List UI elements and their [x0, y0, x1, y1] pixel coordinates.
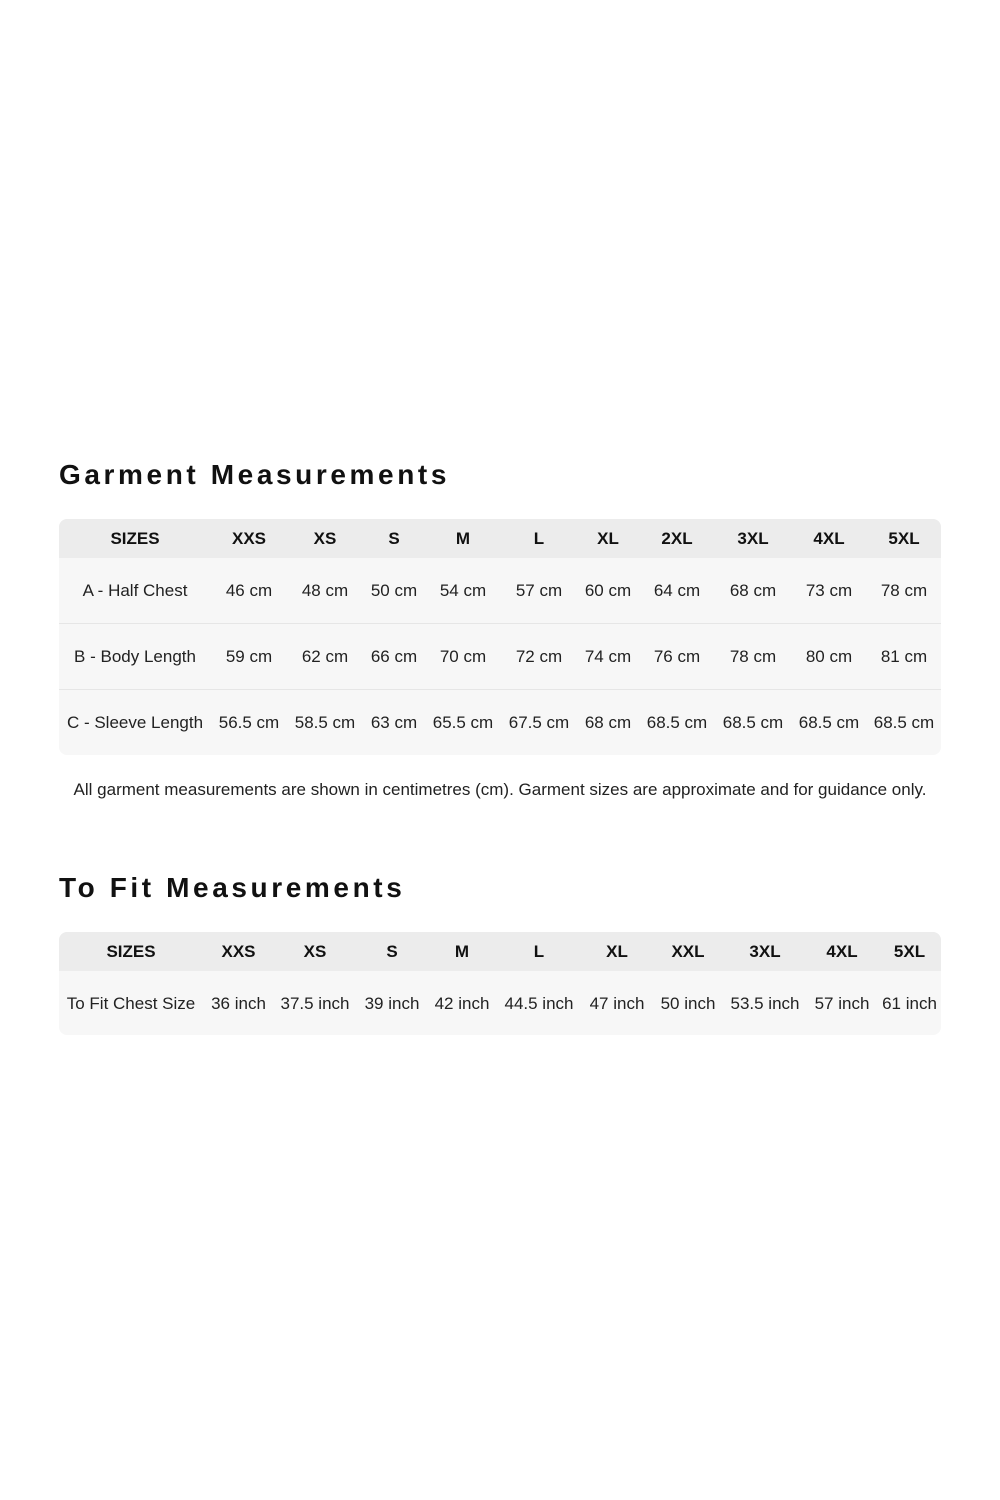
table-cell: 50 inch	[660, 993, 716, 1013]
row-label: B - Body Length	[59, 624, 211, 690]
row-label: To Fit Chest Size	[66, 993, 196, 1013]
table-cell: 73 cm	[805, 581, 853, 600]
header-cell-size: XL	[577, 519, 639, 558]
table-cell: 58.5 cm	[287, 690, 363, 756]
header-cell-size: XS	[274, 932, 356, 971]
garment-measurements-note: All garment measurements are shown in centimetres (cm). Garment sizes are approximate and for guidance only.	[73, 780, 927, 799]
table-cell: 48 cm	[301, 581, 349, 600]
size-header-row	[59, 932, 941, 971]
table-cell: 76 cm	[639, 624, 715, 690]
table-cell: 37.5 inch	[280, 993, 350, 1013]
table-cell: 67.5 cm	[501, 690, 577, 756]
table-cell: 68 cm	[577, 690, 639, 756]
table-cell: 80 cm	[791, 624, 867, 690]
header-cell-sizes: SIZES	[59, 932, 203, 971]
table-cell: 36 inch	[211, 993, 266, 1013]
table-cell: 72 cm	[501, 624, 577, 690]
table-cell: 56.5 cm	[211, 690, 287, 756]
table-cell: 78 cm	[880, 581, 928, 600]
garment-measurements-table-container	[59, 519, 941, 755]
table-cell: 53.5 inch	[730, 993, 800, 1013]
table-row-half-chest	[59, 558, 941, 624]
table-cell: 60 cm	[584, 581, 632, 600]
garment-measurements-table	[59, 519, 941, 755]
table-cell: 59 cm	[211, 624, 287, 690]
header-cell-size: M	[428, 932, 496, 971]
table-cell: 63 cm	[363, 690, 425, 756]
header-cell-size: 3XL	[724, 932, 806, 971]
table-cell: 50 cm	[370, 581, 418, 600]
header-cell-sizes: SIZES	[59, 519, 211, 558]
header-cell-size: 4XL	[806, 932, 878, 971]
to-fit-measurements-table	[59, 932, 941, 1035]
header-cell-size: XXS	[203, 932, 274, 971]
table-cell: 57 cm	[515, 581, 563, 600]
header-cell-size: L	[501, 519, 577, 558]
table-cell: 68.5 cm	[715, 690, 791, 756]
header-cell-size: S	[363, 519, 425, 558]
header-cell-size: S	[356, 932, 428, 971]
table-cell: 44.5 inch	[504, 993, 574, 1013]
table-cell: 74 cm	[577, 624, 639, 690]
table-cell: 46 cm	[225, 581, 273, 600]
header-cell-size: 3XL	[715, 519, 791, 558]
table-cell: 65.5 cm	[425, 690, 501, 756]
table-cell: 68.5 cm	[867, 690, 941, 756]
table-cell: 62 cm	[287, 624, 363, 690]
header-cell-size: XL	[582, 932, 652, 971]
header-cell-size: 4XL	[791, 519, 867, 558]
row-label: C - Sleeve Length	[59, 690, 211, 756]
to-fit-measurements-title: To Fit Measurements	[59, 872, 406, 903]
header-cell-size: XXL	[652, 932, 724, 971]
header-cell-size: XXS	[211, 519, 287, 558]
table-cell: 39 inch	[364, 993, 420, 1013]
table-cell: 70 cm	[425, 624, 501, 690]
table-cell: 47 inch	[589, 993, 645, 1013]
table-cell: 61 inch	[882, 993, 937, 1013]
garment-measurements-title: Garment Measurements	[59, 459, 451, 490]
header-cell-size: 5XL	[867, 519, 941, 558]
table-cell: 68.5 cm	[791, 690, 867, 756]
table-cell: 57 inch	[814, 993, 870, 1013]
table-cell: 66 cm	[363, 624, 425, 690]
table-cell: 68 cm	[729, 581, 777, 600]
table-cell: 78 cm	[715, 624, 791, 690]
header-cell-size: L	[496, 932, 582, 971]
to-fit-measurements-table-container	[59, 932, 941, 1035]
table-cell: 81 cm	[867, 624, 941, 690]
row-label: A - Half Chest	[82, 581, 188, 600]
table-row-sleeve-length	[59, 690, 941, 756]
header-cell-size: 2XL	[639, 519, 715, 558]
table-cell: 68.5 cm	[639, 690, 715, 756]
table-cell: 54 cm	[439, 581, 487, 600]
table-cell: 42 inch	[434, 993, 490, 1013]
header-cell-size: XS	[287, 519, 363, 558]
header-cell-size: M	[425, 519, 501, 558]
header-cell-size: 5XL	[878, 932, 941, 971]
size-header-row	[59, 519, 941, 558]
table-cell: 64 cm	[653, 581, 701, 600]
table-row-body-length	[59, 624, 941, 690]
table-row-to-fit-chest	[59, 971, 941, 1035]
